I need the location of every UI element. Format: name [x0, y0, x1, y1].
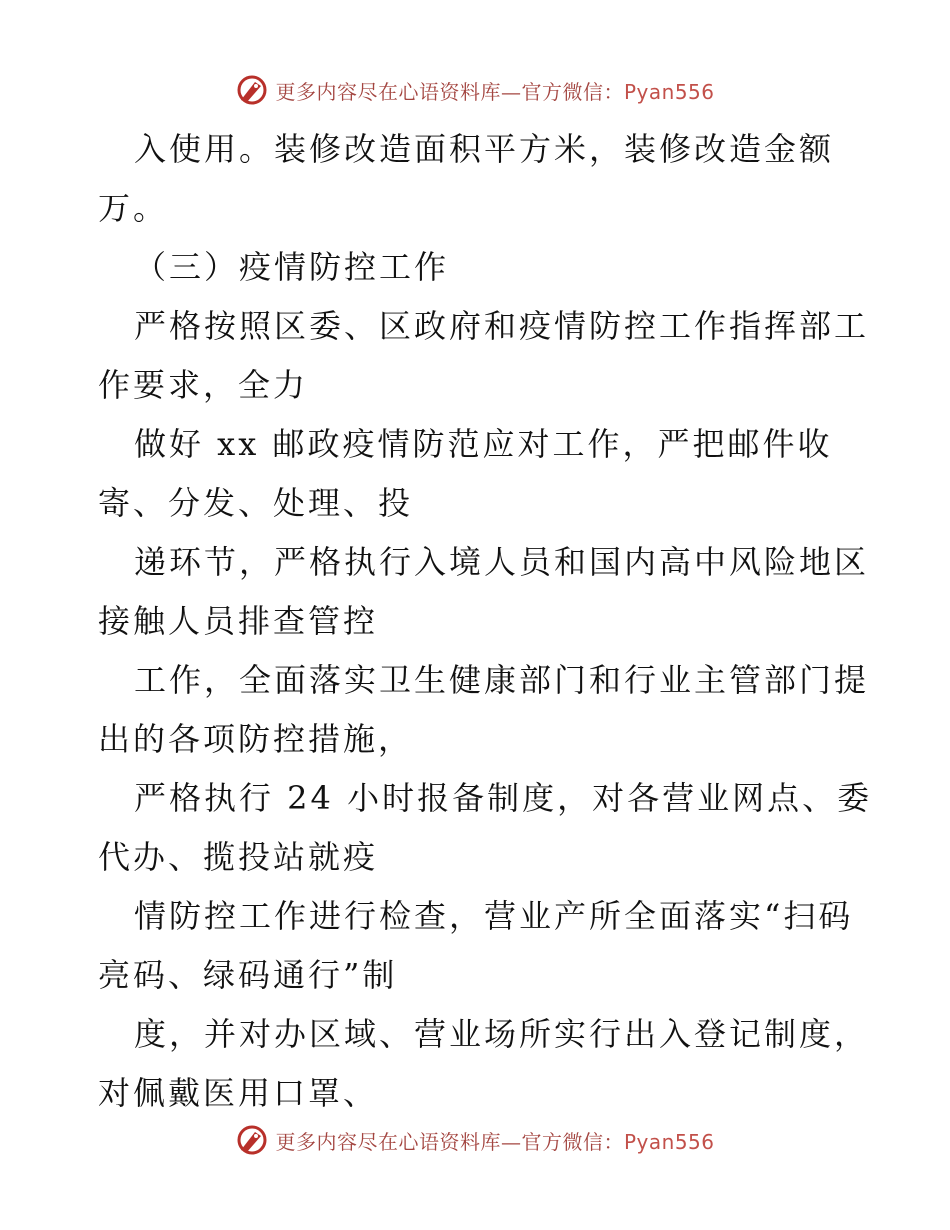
- header-banner: [0, 70, 950, 110]
- footer-banner: [0, 1120, 950, 1160]
- text-line: 出的各项防控措施，: [98, 720, 414, 758]
- text-line: 对佩戴医用口罩、: [98, 1074, 379, 1112]
- footer-banner-text: 更多内容尽在心语资料库—官方微信：Pyan556: [275, 1129, 715, 1154]
- pen-nib-logo-icon: [235, 1123, 269, 1157]
- section-heading: （三）疫情防控工作: [134, 248, 450, 286]
- text-line: 递环节，严格执行入境人员和国内高中风险地区: [134, 543, 870, 581]
- document-body: [98, 120, 873, 1123]
- text-line: 万。: [98, 189, 169, 227]
- text-line: 入使用。装修改造面积平方米，装修改造金额: [134, 130, 835, 168]
- text-line: 作要求，全力: [98, 366, 309, 404]
- text-line: 代办、揽投站就疫: [98, 838, 379, 876]
- text-line: 严格按照区委、区政府和疫情防控工作指挥部工: [134, 307, 870, 345]
- header-banner-text: 更多内容尽在心语资料库—官方微信：Pyan556: [275, 79, 715, 104]
- text-line: 寄、分发、处理、投: [98, 484, 414, 522]
- text-line: 接触人员排查管控: [98, 602, 379, 640]
- footer-wechat-id: Pyan556: [623, 1129, 715, 1154]
- text-line: 做好 xx 邮政疫情防范应对工作，严把邮件收: [134, 425, 833, 463]
- text-line: 严格执行 24 小时报备制度，对各营业网点、委: [134, 779, 873, 817]
- text-line: 亮码、绿码通行”制: [98, 956, 398, 994]
- text-line: 情防控工作进行检查，营业产所全面落实“扫码: [134, 897, 854, 935]
- text-line: 工作，全面落实卫生健康部门和行业主管部门提: [134, 661, 870, 699]
- pen-nib-logo-icon: [235, 73, 269, 107]
- header-wechat-id: Pyan556: [623, 79, 715, 104]
- text-line: 度，并对办区域、营业场所实行出入登记制度，: [134, 1015, 870, 1053]
